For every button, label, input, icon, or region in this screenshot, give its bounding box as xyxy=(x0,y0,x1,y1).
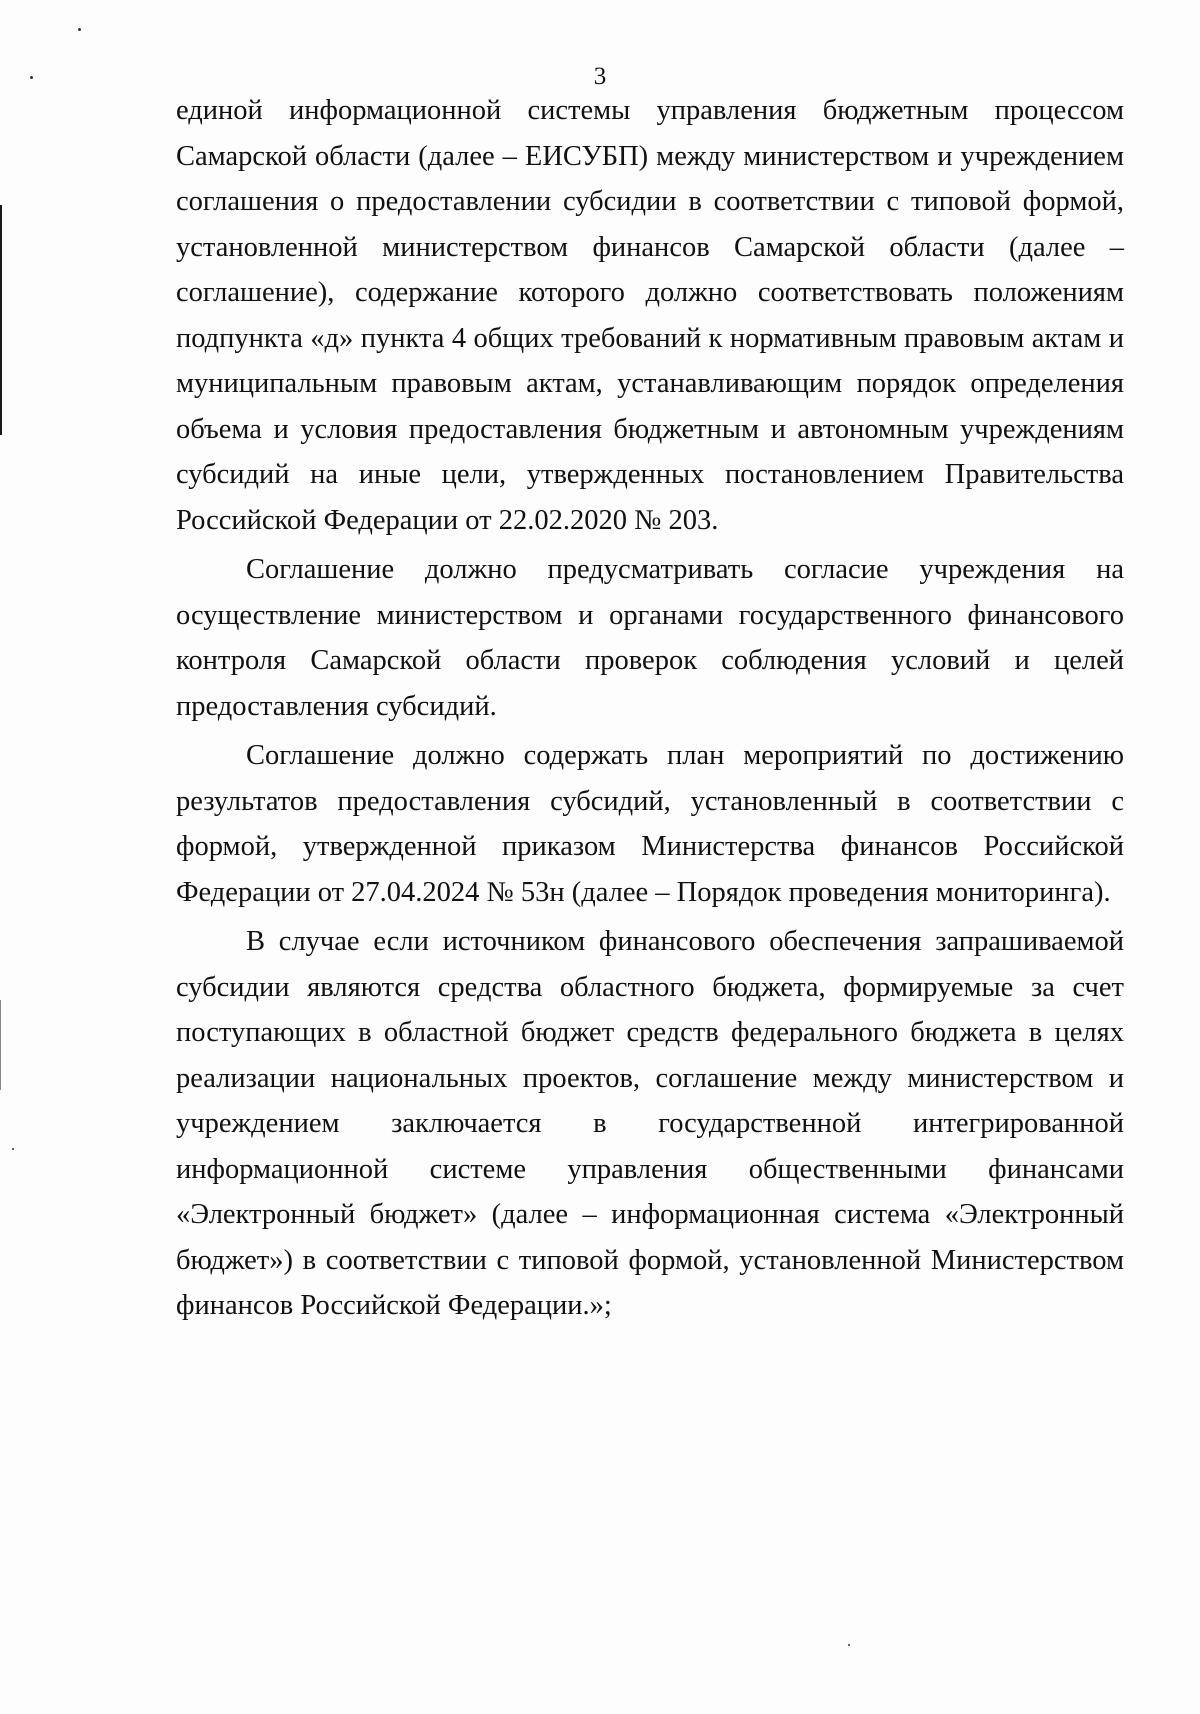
scan-speck xyxy=(78,28,81,31)
scan-edge-mark xyxy=(0,205,2,435)
scan-speck xyxy=(848,1644,850,1646)
paragraph-agreement-plan: Соглашение должно содержать план мероприятий по достижению результатов предоставления субсидий, установленный в соответствии с формой, утвержденной приказом Министерства финансов Российской Федерации от 27.04.2024 № 53н (далее – Порядок проведения мониторинга). xyxy=(176,740,1124,908)
scan-edge-mark xyxy=(0,1000,1,1090)
document-body xyxy=(176,88,1124,1329)
scan-speck xyxy=(12,1148,14,1150)
paragraph-continuation: единой информационной системы управления бюджетным процессом Самарской области (далее – ЕИСУБП) между министерством и учреждением соглашения о предоставлении субсидии в соответствии с типовой формой, установленной министерством финансов Самарской области (далее – соглашение), содержание которого должно соответствовать положениям подпункта «д» пункта 4 общих требований к нормативным правовым актам и муниципальным правовым актам, устанавливающим порядок определения объема и условия предоставления бюджетным и автономным учреждениям субсидий на иные цели, утвержденных постановлением Правительства Российской Федерации от 22.02.2020 № 203. xyxy=(176,95,1124,536)
paragraph-agreement-consent: Соглашение должно предусматривать согласие учреждения на осуществление министерством и органами государственного финансового контроля Самарской области проверок соблюдения условий и целей предоставления субсидий. xyxy=(176,554,1124,722)
page-number: 3 xyxy=(593,63,607,90)
paragraph-federal-budget: В случае если источником финансового обеспечения запрашиваемой субсидии являются средства областного бюджета, формируемые за счет поступающих в областной бюджет средств федерального бюджета в целях реализации национальных проектов, соглашение между министерством и учреждением заключается в государственной интегрированной информационной системе управления общественными финансами «Электронный бюджет» (далее – информационная система «Электронный бюджет») в соответствии с типовой формой, установленной Министерством финансов Российской Федерации.»; xyxy=(176,926,1124,1321)
